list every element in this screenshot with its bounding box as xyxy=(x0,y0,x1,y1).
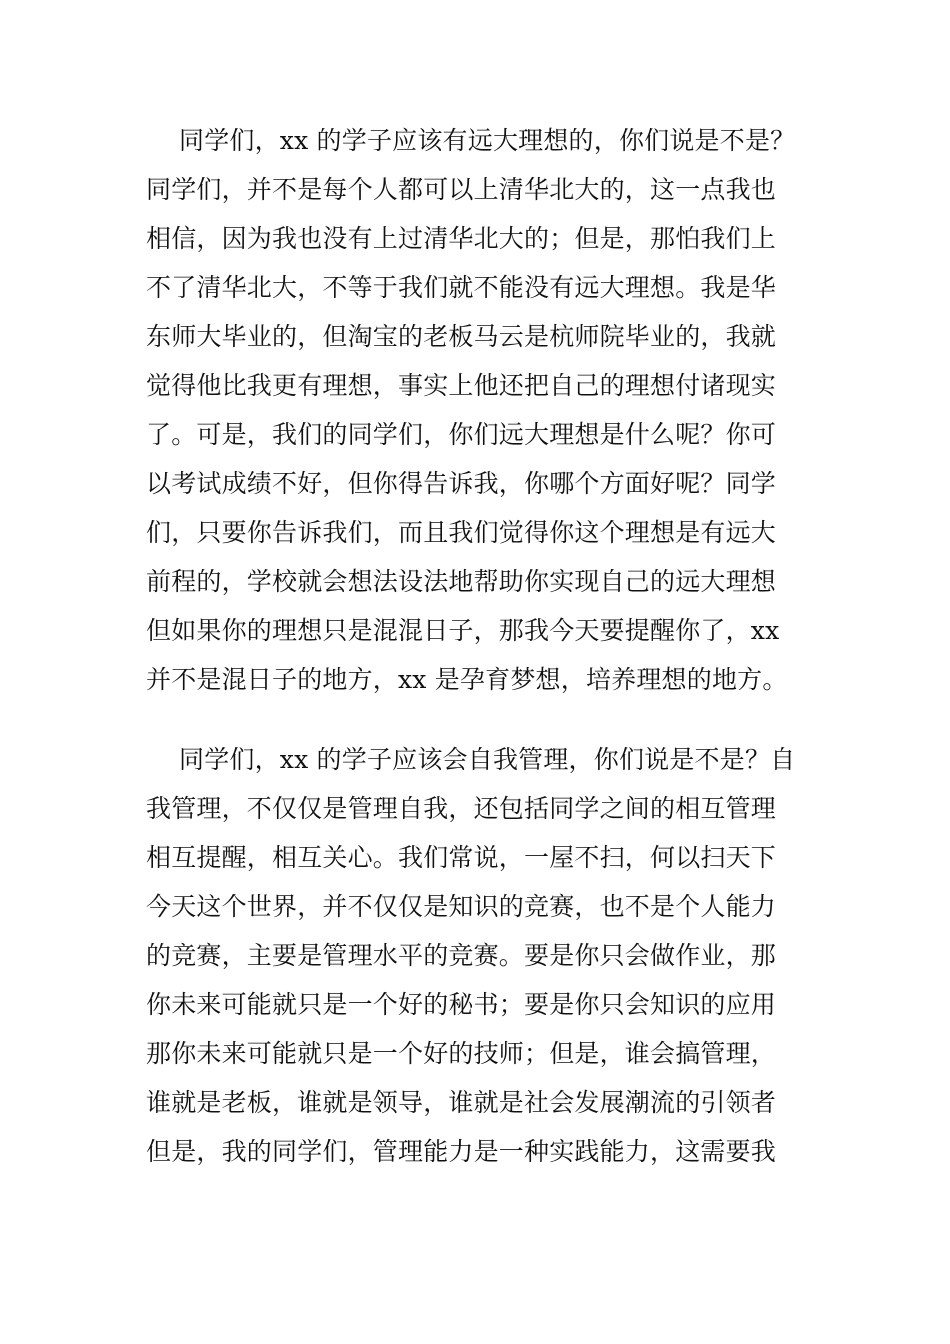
paragraph-self-management xyxy=(146,735,816,1176)
text-line: 今天这个世界，并不仅仅是知识的竞赛，也不是个人能力 xyxy=(146,892,777,921)
text-line: 了。可是，我们的同学们，你们远大理想是什么呢？你可 xyxy=(146,420,777,449)
text-line: 们，只要你告诉我们，而且我们觉得你这个理想是有远大 xyxy=(146,518,777,547)
text-line: 相信，因为我也没有上过清华北大的；但是，那怕我们上 xyxy=(146,224,777,253)
text-line: 谁就是老板，谁就是领导，谁就是社会发展潮流的引领者 xyxy=(146,1088,777,1117)
text-line: 我管理，不仅仅是管理自我，还包括同学之间的相互管理 xyxy=(146,794,777,823)
text-line: 相互提醒，相互关心。我们常说，一屋不扫，何以扫天下 xyxy=(146,843,777,872)
text-line: 并不是混日子的地方，xx 是孕育梦想，培养理想的地方。 xyxy=(146,665,788,694)
text-line: 的竞赛，主要是管理水平的竞赛。要是你只会做作业，那 xyxy=(146,941,777,970)
text-line: 但是，我的同学们，管理能力是一种实践能力，这需要我 xyxy=(146,1137,777,1166)
text-line: 觉得他比我更有理想，事实上他还把自己的理想付诸现实 xyxy=(146,371,777,400)
text-line: 同学们，并不是每个人都可以上清华北大的，这一点我也 xyxy=(146,175,777,204)
text-line: 但如果你的理想只是混混日子，那我今天要提醒你了，xx xyxy=(146,616,780,645)
text-line: 东师大毕业的，但淘宝的老板马云是杭师院毕业的，我就 xyxy=(146,322,777,351)
text-line: 不了清华北大，不等于我们就不能没有远大理想。我是华 xyxy=(146,273,777,302)
text-line: 你未来可能就只是一个好的秘书；要是你只会知识的应用 xyxy=(146,990,777,1019)
text-line: 那你未来可能就只是一个好的技师；但是，谁会搞管理， xyxy=(146,1039,777,1068)
paragraph-ideals xyxy=(146,116,816,704)
text-line: 前程的，学校就会想法设法地帮助你实现自己的远大理想 xyxy=(146,567,777,596)
text-line: 同学们，xx 的学子应该会自我管理，你们说是不是？自 xyxy=(179,745,796,774)
text-line: 以考试成绩不好，但你得告诉我，你哪个方面好呢？同学 xyxy=(146,469,777,498)
text-line: 同学们，xx 的学子应该有远大理想的，你们说是不是？ xyxy=(179,126,796,155)
